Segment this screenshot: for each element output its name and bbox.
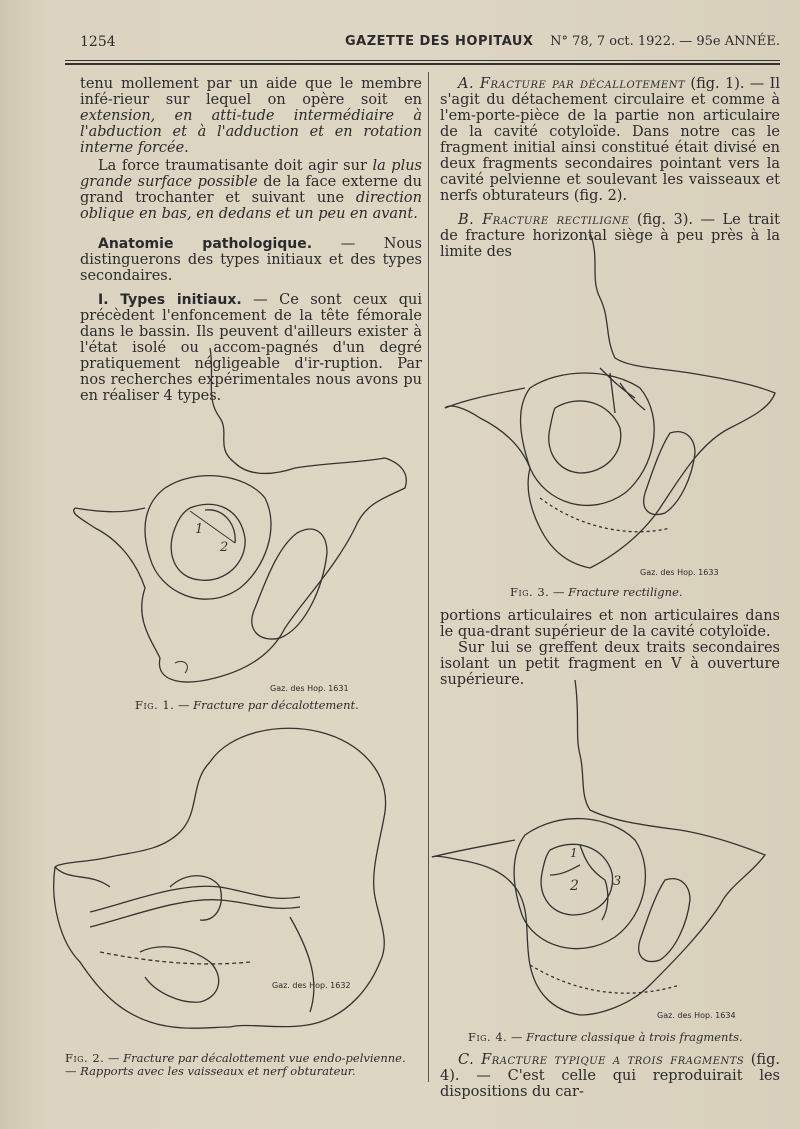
fragment-label-1: 1 [570,846,578,860]
fragment-label-1: 1 [195,522,204,537]
journal-title: GAZETTE DES HOPITAUX [345,34,534,49]
column-divider [428,72,429,1082]
figure-1-credit: Gaz. des Hop. 1631 [270,684,349,693]
figure-4-credit: Gaz. des Hop. 1634 [657,1011,736,1020]
figure-1-caption: Fig. 1. — Fracture par décalottement. [135,698,359,712]
paragraph: I. Types initiaux. — Ce sont ceux qui précèdent l'enfoncement de la tête fémorale dans le bassin. Ils peuvent d'ailleurs exister à l'état isolé ou accom-pagnés d'un degré pratiquement négligeable d'ir-ruption. Par nos recherches expérimentales nous avons pu en réaliser 4 types. [80,292,422,404]
paragraph: C. Fracture typique a trois fragments (fig. 4). — C'est celle qui reproduirait les dispositions du car- [440,1052,780,1100]
figure-2-drawing [50,722,420,1042]
issue-info: N° 78, 7 oct. 1922. — 95e ANNÉE. [550,34,780,49]
fragment-label-2: 2 [220,540,229,555]
figure-1 [65,338,415,698]
paragraph: A. Fracture par décallotement (fig. 1). — Il s'agit du détachement circulaire et comme à l'em-porte-pièce de la partie non articulaire de la cavité cotyloïde. Dans notre cas le fragment initial ainsi constitué était divisé en deux fragments secondaires pointant vers la cavité pelvienne et soulevant les vaisseaux et nerfs obturateurs (fig. 2). [440,76,780,204]
right-column-text-bottom [440,1052,780,1100]
subsection-heading: B. Fracture rectiligne [458,212,630,228]
figure-1-drawing [65,338,415,698]
page-number: 1254 [80,34,116,50]
paragraph: portions articulaires et non articulaires dans le qua-drant supérieur de la cavité cotyloïde. [440,608,780,640]
fragment-label-3: 3 [613,874,622,889]
subsection-heading: A. Fracture par décallotement [458,76,686,92]
figure-2 [50,722,420,1042]
paragraph: Sur lui se greffent deux traits secondaires isolant un petit fragment en V à ouverture supérieure. [440,640,780,688]
paragraph: tenu mollement par un aide que le membre infé-rieur sur lequel on opère soit en extension, en atti-tude intermédiaire à l'abduction et à l'adduction et en rotation interne forcée. [80,76,422,156]
subsection-heading: C. Fracture typique a trois fragments [458,1052,745,1068]
section-heading: Anatomie pathologique. [98,236,313,252]
figure-3 [440,228,785,578]
figure-4-drawing [430,675,780,1025]
figure-4 [430,675,780,1025]
paragraph: Anatomie pathologique. — Nous distinguerons des types initiaux et des types secondaires. [80,236,422,284]
subsection-heading: I. Types initiaux. [98,292,242,308]
header-rule-thick [65,63,780,65]
figure-2-caption: Fig. 2. — Fracture par décalottement vue endo-pelvienne. — Rapports avec les vaisseaux et nerf obturateur. [65,1051,406,1078]
figure-3-credit: Gaz. des Hop. 1633 [640,568,719,577]
fragment-label-2: 2 [570,878,579,894]
page-header [80,34,780,56]
figure-2-credit: Gaz. des Hop. 1632 [272,981,351,990]
figure-3-drawing [440,228,785,578]
figure-4-caption: Fig. 4. — Fracture classique à trois fragments. [468,1030,743,1044]
header-rule [65,60,780,61]
paragraph: B. Fracture rectiligne (fig. 3). — Le trait de fracture horizontal siège à peu près à la limite des [440,212,780,260]
figure-3-caption: Fig. 3. — Fracture rectiligne. [510,585,683,599]
paragraph: La force traumatisante doit agir sur la plus grande surface possible de la face externe du grand trochanter et suivant une direction oblique en bas, en dedans et un peu en avant. [80,158,422,222]
